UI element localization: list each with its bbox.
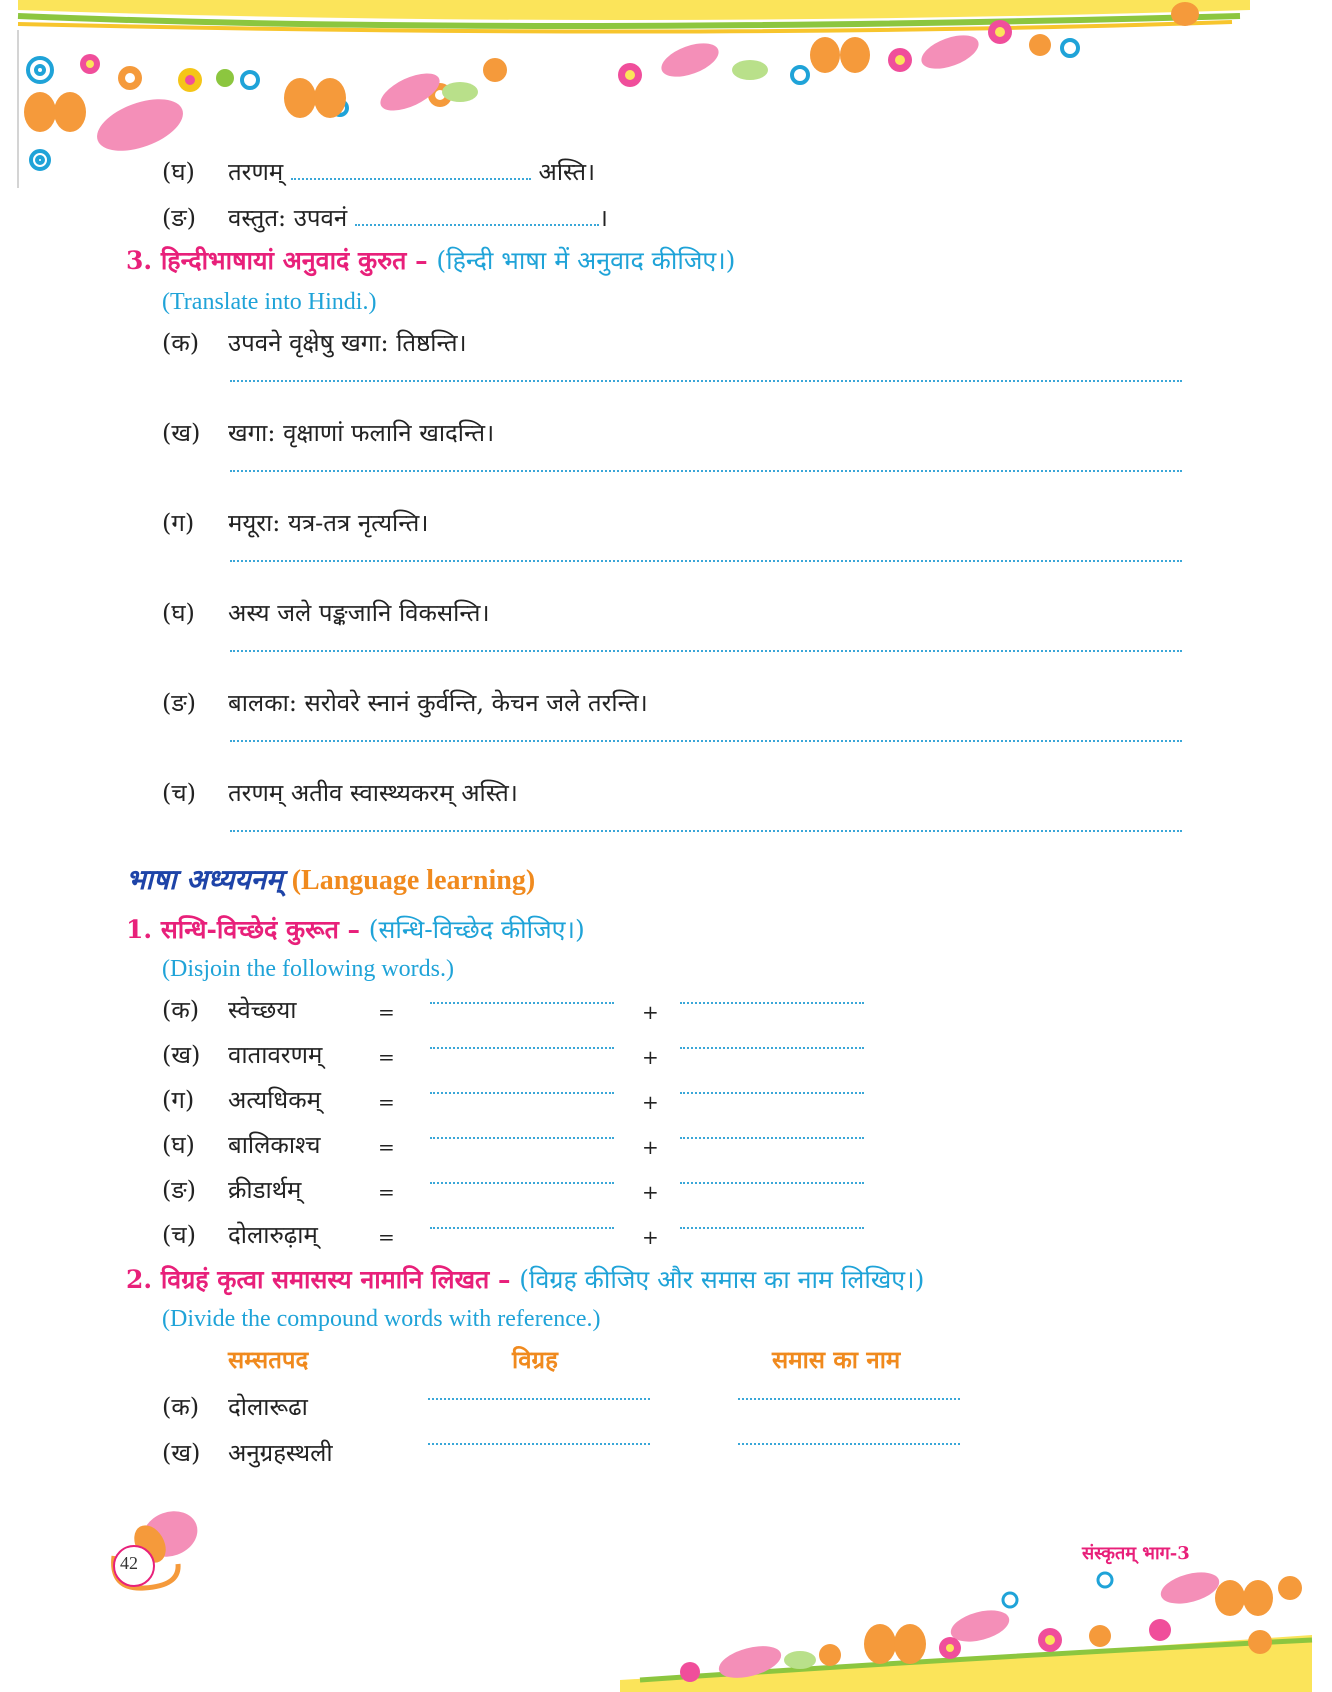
sandhi-word: अत्यधिकम् xyxy=(228,1086,321,1114)
item-label: (क) xyxy=(162,329,200,357)
column-header-vigraha: विग्रह xyxy=(512,1345,558,1374)
blank-line[interactable] xyxy=(430,1002,614,1004)
translate-item xyxy=(162,598,490,628)
question-hint: (विग्रह कीजिए और समास का नाम लिखिए।) xyxy=(519,1265,925,1294)
item-label: (ङ) xyxy=(162,204,197,232)
item-text: । xyxy=(598,204,608,232)
column-header-compound: सम्सतपद xyxy=(228,1345,309,1374)
item-label: (क) xyxy=(162,996,200,1024)
question-number: 2. xyxy=(126,1265,153,1294)
compound-word: अनुग्रहस्थली xyxy=(228,1439,333,1467)
plus-sign: + xyxy=(642,1090,659,1114)
question-2-heading xyxy=(126,1264,924,1296)
compound-word: दोलारूढा xyxy=(228,1393,308,1421)
plus-sign: + xyxy=(642,1045,659,1069)
page-number: 42 xyxy=(120,1553,138,1573)
translate-item xyxy=(162,688,648,718)
blank-line[interactable] xyxy=(680,1137,864,1139)
item-label: (ख) xyxy=(162,419,201,447)
sandhi-word: वातावरणम् xyxy=(228,1041,323,1069)
equals-sign: = xyxy=(378,1225,395,1249)
item-text: अस्ति। xyxy=(538,158,596,186)
question-1-heading xyxy=(126,914,585,946)
translate-item xyxy=(162,328,467,358)
item-label: (ग) xyxy=(162,1086,195,1114)
section-heading xyxy=(126,862,535,899)
question-hint: (सन्धि-विच्छेद कीजिए।) xyxy=(368,915,585,944)
blank-line[interactable] xyxy=(680,1182,864,1184)
blank-line[interactable] xyxy=(680,1047,864,1049)
answer-line[interactable] xyxy=(230,740,1182,742)
question-number: 3. xyxy=(126,246,153,275)
blank-line[interactable] xyxy=(680,1002,864,1004)
item-text: मयूरा: यत्र-तत्र नृत्यन्ति। xyxy=(228,509,429,537)
bottom-floral-border xyxy=(0,1540,1332,1692)
fill-item xyxy=(162,202,608,233)
item-label: (ग) xyxy=(162,509,195,537)
question-title: विग्रहं कृत्वा समासस्य नामानि लिखत – xyxy=(160,1265,511,1294)
item-text: खगा: वृक्षाणां फलानि खादन्ति। xyxy=(228,419,495,447)
equals-sign: = xyxy=(378,1090,395,1114)
item-text: तरणम् xyxy=(228,158,284,186)
item-label: (ख) xyxy=(162,1041,201,1069)
equals-sign: = xyxy=(378,1045,395,1069)
sandhi-word: स्वेच्छया xyxy=(228,996,297,1024)
translate-item xyxy=(162,418,494,448)
answer-line[interactable] xyxy=(230,650,1182,652)
equals-sign: = xyxy=(378,1135,395,1159)
plus-sign: + xyxy=(642,1135,659,1159)
blank-line[interactable] xyxy=(291,156,531,180)
item-label: (च) xyxy=(162,1221,196,1249)
sandhi-word: क्रीडार्थम् xyxy=(228,1176,302,1204)
blank-line[interactable] xyxy=(680,1227,864,1229)
item-text: उपवने वृक्षेषु खगा: तिष्ठन्ति। xyxy=(228,329,467,357)
blank-line[interactable] xyxy=(430,1047,614,1049)
equals-sign: = xyxy=(378,1000,395,1024)
plus-sign: + xyxy=(642,1180,659,1204)
blank-line[interactable] xyxy=(428,1398,650,1400)
blank-line[interactable] xyxy=(738,1443,960,1445)
blank-line[interactable] xyxy=(738,1398,960,1400)
question-english: (Divide the compound words with reference.) xyxy=(162,1306,601,1332)
item-label: (ङ) xyxy=(162,689,197,717)
sandhi-word: बालिकाश्च xyxy=(228,1131,321,1159)
section-title-devanagari: भाषा अध्ययनम् xyxy=(126,863,283,896)
item-text: तरणम् अतीव स्वास्थ्यकरम् अस्ति। xyxy=(228,779,518,807)
item-label: (च) xyxy=(162,779,196,807)
blank-line[interactable] xyxy=(430,1227,614,1229)
item-label: (घ) xyxy=(162,158,195,186)
question-title: सन्धि-विच्छेदं कुरूत – xyxy=(160,915,361,944)
item-label: (क) xyxy=(162,1393,200,1421)
question-english: (Translate into Hindi.) xyxy=(162,289,377,315)
answer-line[interactable] xyxy=(230,380,1182,382)
section-title-english: (Language learning) xyxy=(291,865,536,896)
blank-line[interactable] xyxy=(355,202,599,226)
blank-line[interactable] xyxy=(430,1182,614,1184)
item-text: वस्तुत: उपवनं xyxy=(228,204,348,232)
question-english: (Disjoin the following words.) xyxy=(162,956,454,982)
swirl-icon xyxy=(28,40,1078,169)
item-label: (घ) xyxy=(162,1131,195,1159)
question-title: हिन्दीभाषायां अनुवादं कुरुत – xyxy=(160,246,428,275)
column-header-samasa-name: समास का नाम xyxy=(772,1345,901,1374)
sandhi-word: दोलारुढ़ाम् xyxy=(228,1221,318,1249)
translate-item xyxy=(162,778,518,808)
fill-item xyxy=(162,156,595,187)
answer-line[interactable] xyxy=(230,830,1182,832)
blank-line[interactable] xyxy=(430,1137,614,1139)
question-number: 1. xyxy=(126,915,153,944)
question-hint: (हिन्दी भाषा में अनुवाद कीजिए।) xyxy=(436,246,736,275)
answer-line[interactable] xyxy=(230,560,1182,562)
blank-line[interactable] xyxy=(428,1443,650,1445)
item-label: (ख) xyxy=(162,1439,201,1467)
equals-sign: = xyxy=(378,1180,395,1204)
plus-sign: + xyxy=(642,1225,659,1249)
item-label: (घ) xyxy=(162,599,195,627)
swirl-icon xyxy=(1003,1573,1112,1607)
item-text: अस्य जले पङ्कजानि विकसन्ति। xyxy=(228,599,490,627)
blank-line[interactable] xyxy=(430,1092,614,1094)
question-3-heading xyxy=(126,245,735,277)
book-title: संस्कृतम् भाग-3 xyxy=(1082,1543,1190,1564)
translate-item xyxy=(162,508,428,538)
plus-sign: + xyxy=(642,1000,659,1024)
answer-line[interactable] xyxy=(230,470,1182,472)
blank-line[interactable] xyxy=(680,1092,864,1094)
item-text: बालका: सरोवरे स्नानं कुर्वन्ति, केचन जले तरन्ति। xyxy=(228,689,648,717)
item-label: (ङ) xyxy=(162,1176,197,1204)
